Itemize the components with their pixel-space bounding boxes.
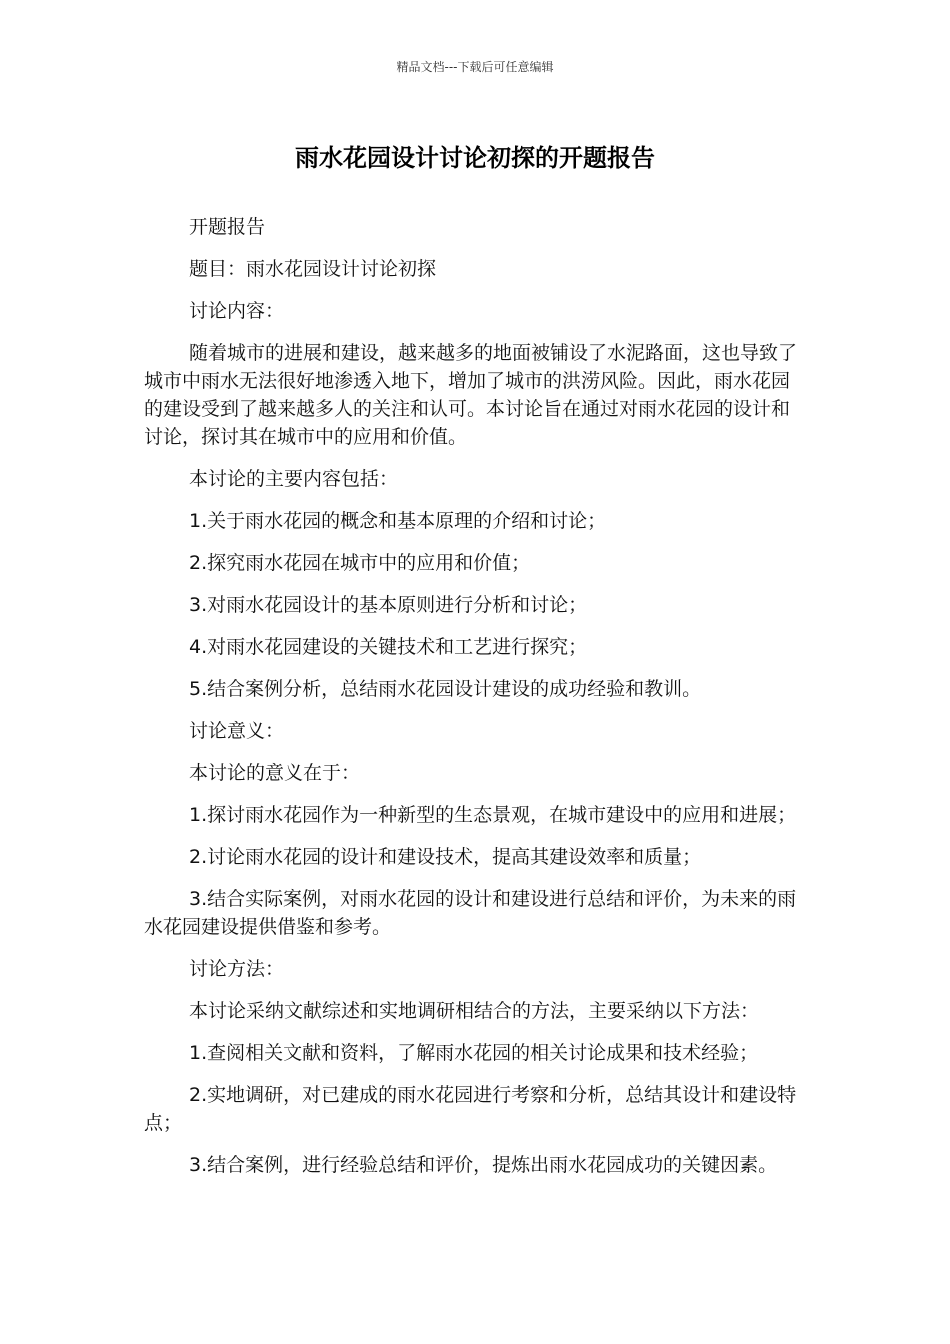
section-heading-content: 讨论内容： xyxy=(189,300,285,322)
significance-item: 1.探讨雨水花园作为一种新型的生态景观，在城市建设中的应用和进展； xyxy=(189,804,797,826)
content-item: 1.关于雨水花园的概念和基本原理的介绍和讨论； xyxy=(189,510,607,532)
header-note: 精品文档---下载后可任意编辑 xyxy=(396,60,554,74)
content-item: 2.探究雨水花园在城市中的应用和价值； xyxy=(189,552,531,574)
content-paragraph: 随着城市的进展和建设，越来越多的地面被铺设了水泥路面，这也导致了城市中雨水无法很好地渗透入地下，增加了城市的洪涝风险。因此，雨水花园的建设受到了越来越多人的关注和认可。本讨论旨在通过对雨水花园的设计和讨论，探讨其在城市中的应用和价值。 xyxy=(144,342,798,448)
content-item: 3.对雨水花园设计的基本原则进行分析和讨论； xyxy=(189,594,588,616)
significance-intro: 本讨论的意义在于： xyxy=(189,762,361,784)
method-item: 2.实地调研，对已建成的雨水花园进行考察和分析，总结其设计和建设特点； xyxy=(144,1084,797,1134)
content-item: 5.结合案例分析，总结雨水花园设计建设的成功经验和教训。 xyxy=(189,678,702,700)
content-intro: 本讨论的主要内容包括： xyxy=(189,468,399,490)
topic-line: 题目：雨水花园设计讨论初探 xyxy=(189,258,437,280)
section-heading-method: 讨论方法： xyxy=(189,958,285,980)
method-intro: 本讨论采纳文献综述和实地调研相结合的方法，主要采纳以下方法： xyxy=(189,1000,760,1022)
document-title: 雨水花园设计讨论初探的开题报告 xyxy=(295,144,655,172)
method-item: 1.查阅相关文献和资料，了解雨水花园的相关讨论成果和技术经验； xyxy=(189,1042,759,1064)
document-body xyxy=(144,213,804,1193)
section-heading-significance: 讨论意义： xyxy=(189,720,285,742)
method-item: 3.结合案例，进行经验总结和评价，提炼出雨水花园成功的关键因素。 xyxy=(189,1154,778,1176)
section-heading-report: 开题报告 xyxy=(189,216,266,238)
significance-item: 2.讨论雨水花园的设计和建设技术，提高其建设效率和质量； xyxy=(189,846,702,868)
significance-item: 3.结合实际案例，对雨水花园的设计和建设进行总结和评价，为未来的雨水花园建设提供借鉴和参考。 xyxy=(144,888,797,938)
content-item: 4.对雨水花园建设的关键技术和工艺进行探究； xyxy=(189,636,588,658)
